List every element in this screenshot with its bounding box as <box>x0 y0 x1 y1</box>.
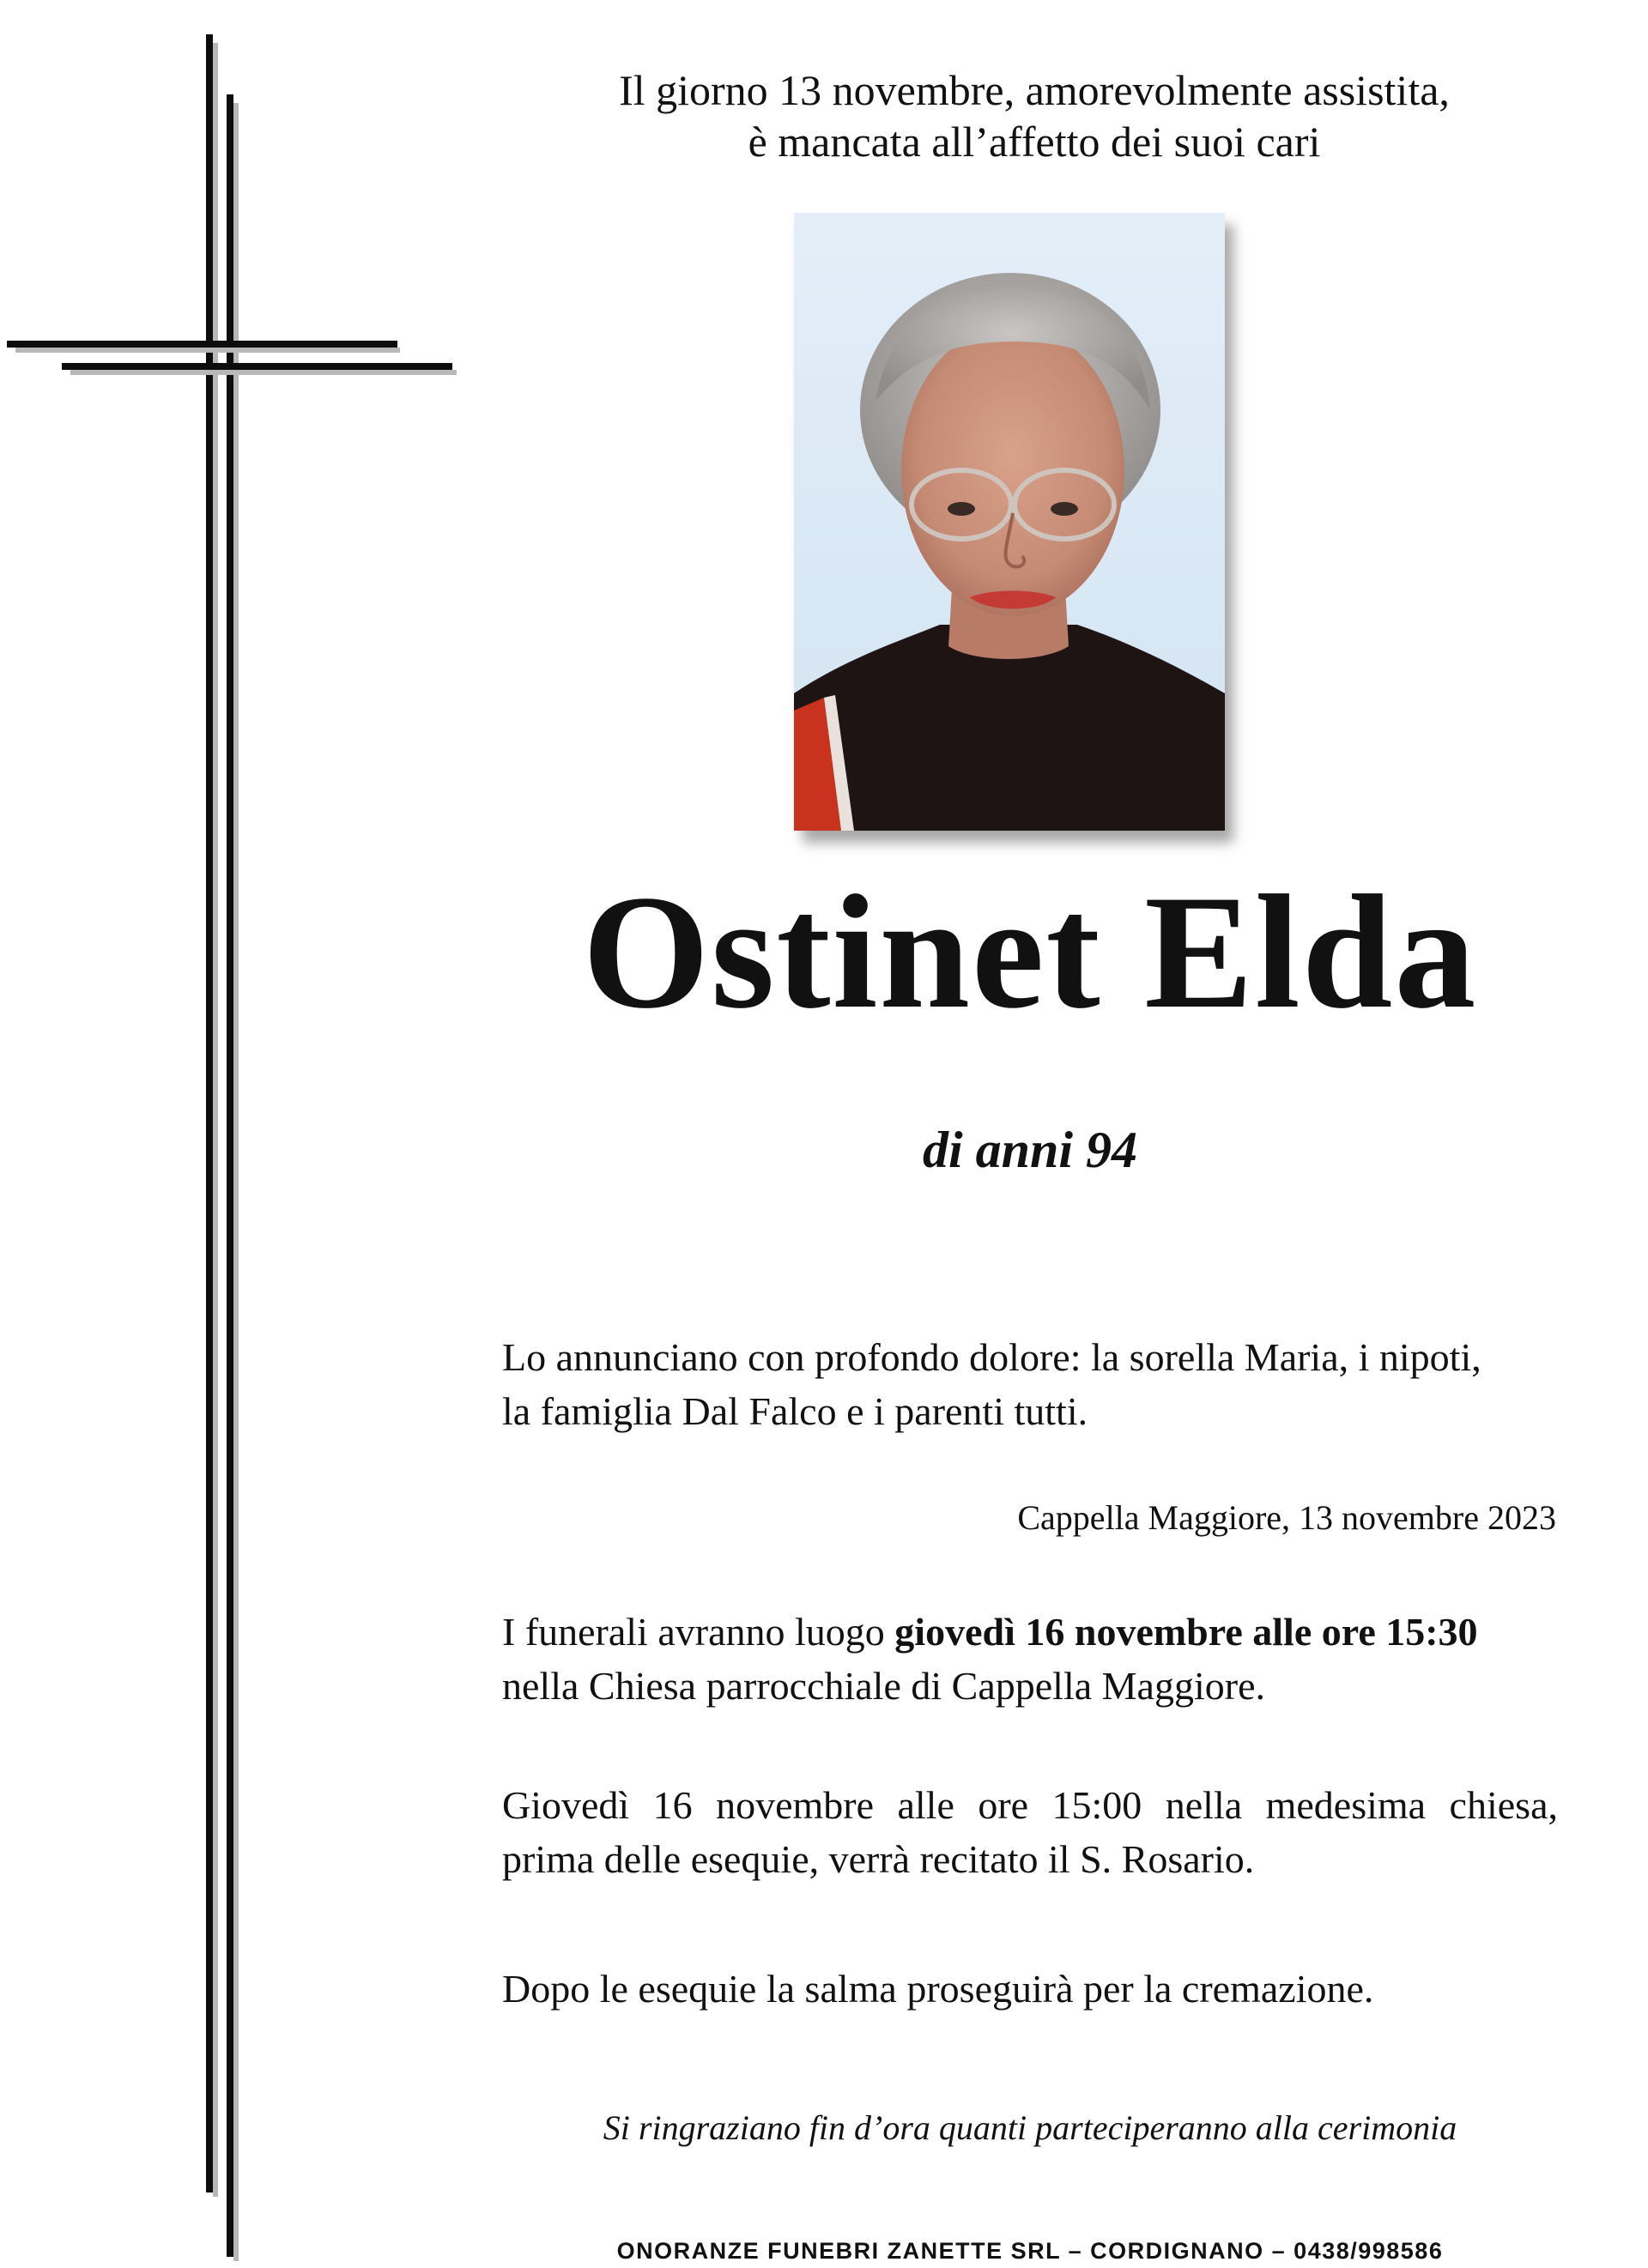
funeral-prefix: I funerali avranno luogo <box>502 1610 895 1654</box>
announcement-text <box>502 1330 1558 1438</box>
rosary-info <box>502 1778 1558 1886</box>
rosary-line-2: prima delle esequie, verrà recitato il S. Rosario. <box>502 1837 1255 1881</box>
cross-horizontal-line-1 <box>7 341 397 348</box>
rosary-line-1: Giovedì 16 novembre alle ore 15:00 nella medesima chiesa, <box>502 1783 1558 1827</box>
announcement-line-2: la famiglia Dal Falco e i parenti tutti. <box>502 1389 1088 1433</box>
cross-vertical-line-1 <box>206 34 213 2192</box>
place-date: Cappella Maggiore, 13 novembre 2023 <box>1017 1498 1556 1537</box>
funeral-info <box>502 1605 1558 1713</box>
cross-horizontal-shadow-2 <box>70 370 457 375</box>
portrait-illustration <box>794 213 1225 831</box>
cremation-info: Dopo le esequie la salma proseguirà per la cremazione. <box>502 1967 1374 2011</box>
portrait-photo <box>794 213 1225 831</box>
cross-vertical-line-2 <box>227 94 233 2257</box>
intro-text <box>549 64 1519 167</box>
funeral-line-2: nella Chiesa parrocchiale di Cappella Maggiore. <box>502 1664 1265 1708</box>
cross-horizontal-line-2 <box>62 363 452 370</box>
funeral-datetime: giovedì 16 novembre alle ore 15:30 <box>894 1610 1478 1654</box>
deceased-name: Ostinet Elda <box>582 862 1478 1043</box>
announcement-line-1: Lo annunciano con profondo dolore: la sorella Maria, i nipoti, <box>502 1335 1481 1379</box>
cross-vertical-shadow-2 <box>233 103 239 2261</box>
funeral-line-1 <box>502 1605 1558 1659</box>
thanks-note: Si ringraziano fin d’ora quanti parteciperanno alla cerimonia <box>603 2108 1457 2147</box>
deceased-age: di anni 94 <box>922 1122 1138 1178</box>
intro-line-2: è mancata all’affetto dei suoi cari <box>748 118 1321 166</box>
intro-line-1: Il giorno 13 novembre, amorevolmente assistita, <box>619 66 1450 114</box>
funeral-home-footer: ONORANZE FUNEBRI ZANETTE SRL – CORDIGNANO – 0438/998586 <box>616 2238 1444 2264</box>
cross-horizontal-shadow-1 <box>15 348 400 353</box>
